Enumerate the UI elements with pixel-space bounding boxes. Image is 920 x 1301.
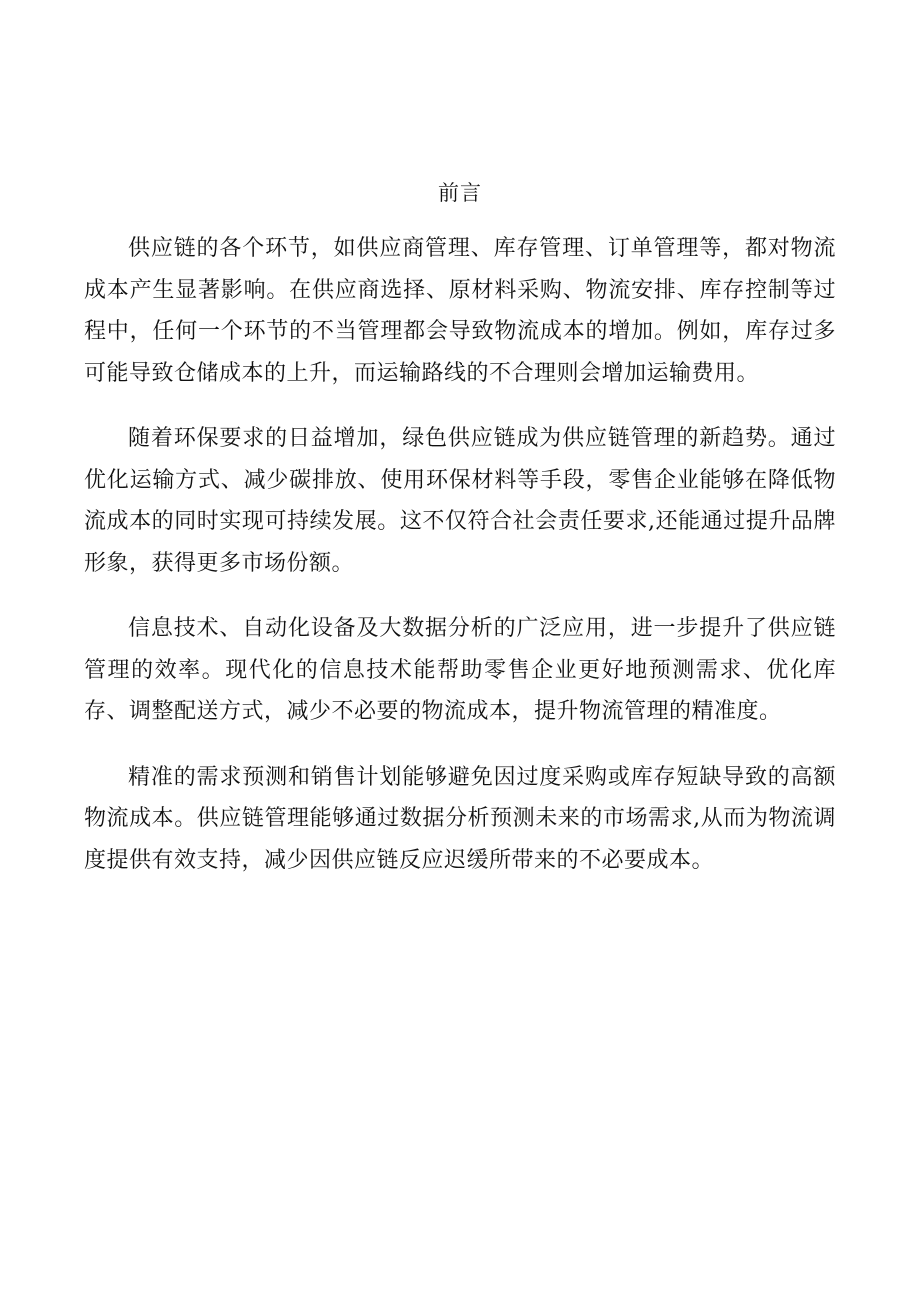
paragraph-4: 精准的需求预测和销售计划能够避免因过度采购或库存短缺导致的高额物流成本。供应链管理能够通过数据分析预测未来的市场需求,从而为物流调度提供有效支持，减少因供应链反应迟缓所带来的不必要成本。 (84, 764, 836, 873)
paragraph-1: 供应链的各个环节，如供应商管理、库存管理、订单管理等，都对物流成本产生显著影响。在供应商选择、原材料采购、物流安排、库存控制等过程中，任何一个环节的不当管理都会导致物流成本的增加。例如，库存过多可能导致仓储成本的上升，而运输路线的不合理则会增加运输费用。 (84, 236, 836, 386)
paragraph-2: 随着环保要求的日益增加，绿色供应链成为供应链管理的新趋势。通过优化运输方式、减少碳排放、使用环保材料等手段，零售企业能够在降低物流成本的同时实现可持续发展。这不仅符合社会责任要求,还能通过提升品牌形象，获得更多市场份额。 (84, 426, 836, 576)
document-body (84, 228, 836, 905)
page-title: 前言 (438, 181, 482, 205)
paragraph-3: 信息技术、自动化设备及大数据分析的广泛应用，进一步提升了供应链管理的效率。现代化的信息技术能帮助零售企业更好地预测需求、优化库存、调整配送方式，减少不必要的物流成本，提升物流管理的精准度。 (84, 616, 836, 724)
